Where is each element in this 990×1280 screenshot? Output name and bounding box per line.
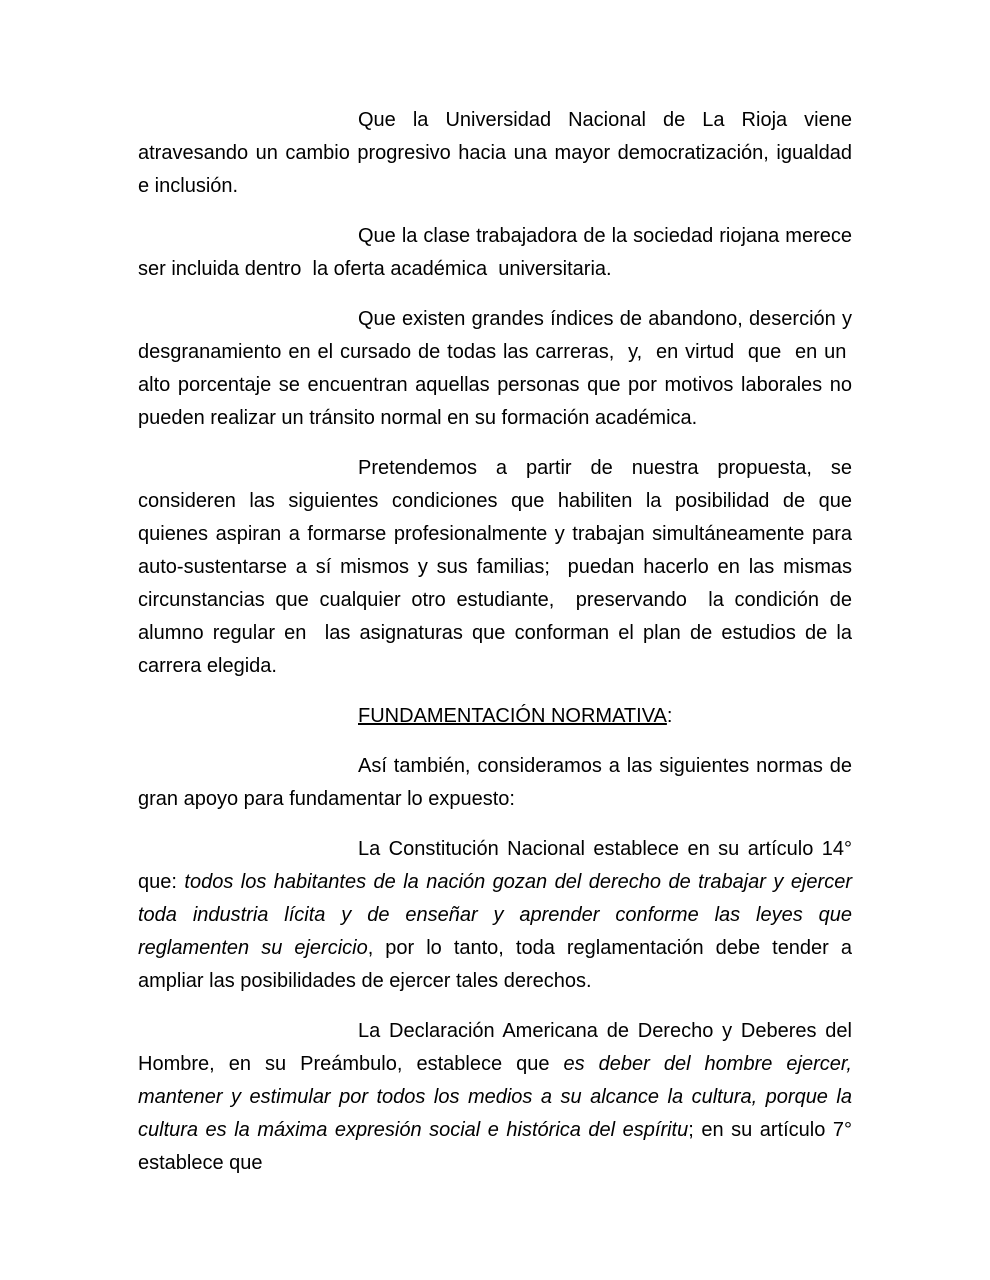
- para-constitucion-nacional: [138, 833, 852, 998]
- text-run: Que la clase trabajadora de la sociedad riojana merece ser incluida dentro la oferta académica universitaria.: [138, 225, 852, 280]
- text-run: Que existen grandes índices de abandono, deserción y desgranamiento en el cursado de todas las carreras, y, en virtud que en un alto porcentaje se encuentran aquellas personas que por motivos laborales no pueden realizar un tránsito normal en su formación académica.: [138, 308, 852, 429]
- text-run: todos los habitantes de la nación gozan del derecho de trabajar y ejercer toda industria lícita y de enseñar y aprender conforme las leyes que reglamenten su ejercicio: [138, 871, 852, 959]
- text-run: ; en su artículo 7° establece que: [138, 1119, 852, 1174]
- text-run: , por lo tanto, toda reglamentación debe tender a ampliar las posibilidades de ejercer tales derechos.: [138, 937, 852, 992]
- heading-fundamentacion-normativa: [138, 700, 852, 733]
- para-asi-tambien: [138, 750, 852, 816]
- para-pretendemos-propuesta: [138, 452, 852, 683]
- document-body: [138, 104, 852, 1180]
- text-run: Que la Universidad Nacional de La Rioja viene atravesando un cambio progresivo hacia una mayor democratización, igualdad e inclusión.: [138, 109, 852, 197]
- text-run: Pretendemos a partir de nuestra propuesta, se consideren las siguientes condiciones que habiliten la posibilidad de que quienes aspiran a formarse profesionalmente y trabajan simultáneamente para auto-sustentarse a sí mismos y sus familias; puedan hacerlo en las mismas circunstancias que cualquier otro estudiante, preservando la condición de alumno regular en las asignaturas que conforman el plan de estudios de la carrera elegida.: [138, 457, 852, 677]
- text-run: :: [666, 705, 673, 727]
- para-declaracion-americana: [138, 1015, 852, 1180]
- text-run: La Constitución Nacional establece en su artículo 14° que:: [138, 838, 852, 893]
- text-run: Así también, consideramos a las siguientes normas de gran apoyo para fundamentar lo expuesto:: [138, 755, 852, 810]
- para-indices-abandono: [138, 303, 852, 435]
- para-clase-trabajadora: [138, 220, 852, 286]
- text-run: FUNDAMENTACIÓN NORMATIVA: [358, 705, 667, 727]
- para-universidad-cambio: [138, 104, 852, 203]
- text-run: La Declaración Americana de Derecho y Deberes del Hombre, en su Preámbulo, establece que: [138, 1020, 852, 1075]
- text-run: es deber del hombre ejercer, mantener y estimular por todos los medios a su alcance la cultura, porque la cultura es la máxima expresión social e histórica del espíritu: [138, 1053, 852, 1141]
